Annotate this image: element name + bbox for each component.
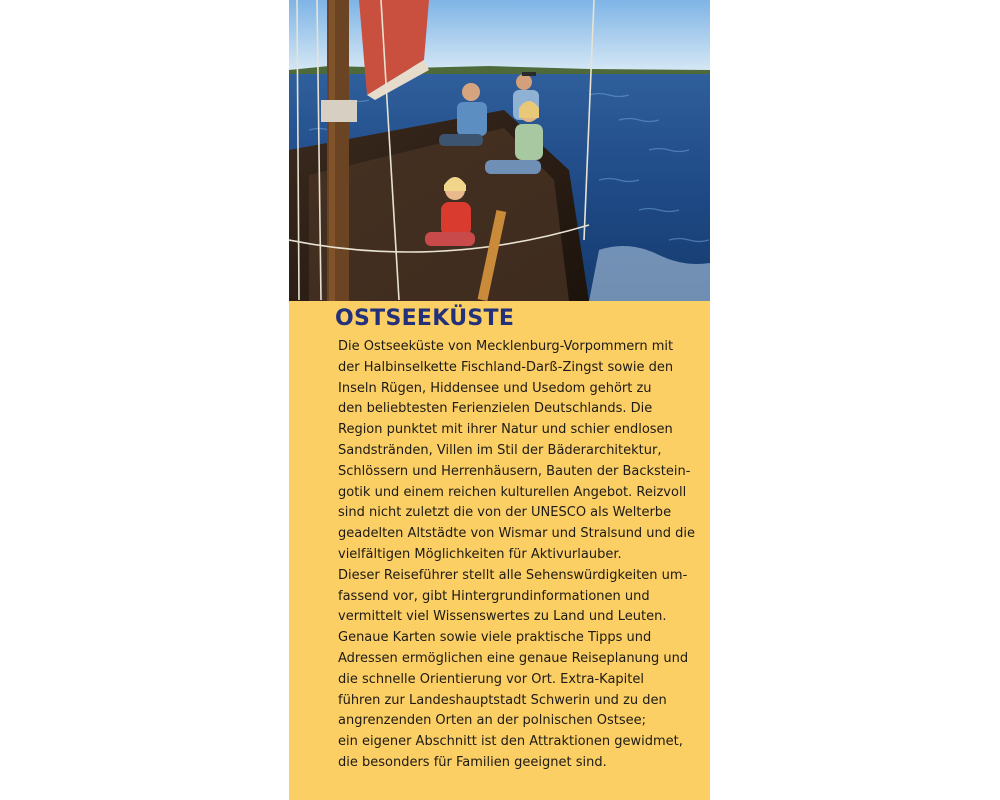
description-line: Sandstränden, Villen im Stil der Bäderarchitektur, bbox=[338, 442, 662, 458]
description-line: vermittelt viel Wissenswertes zu Land und Leuten. bbox=[338, 609, 667, 625]
description-line: Genaue Karten sowie viele praktische Tipps und bbox=[338, 630, 652, 646]
description-line: Dieser Reiseführer stellt alle Sehenswürdigkeiten um- bbox=[338, 567, 688, 583]
description-line: den beliebtesten Ferienzielen Deutschlands. Die bbox=[338, 401, 653, 417]
description-panel bbox=[289, 301, 710, 800]
description-line: gotik und einem reichen kulturellen Angebot. Reizvoll bbox=[338, 484, 687, 500]
cover-description bbox=[338, 337, 704, 774]
description-line: die schnelle Orientierung vor Ort. Extra-Kapitel bbox=[338, 671, 644, 687]
description-line: Schlössern und Herrenhäusern, Bauten der Backstein- bbox=[338, 463, 691, 479]
description-line: Region punktet mit ihrer Natur und schier endlosen bbox=[338, 422, 673, 438]
cover-heading: OSTSEEKÜSTE bbox=[335, 306, 515, 331]
description-line: Inseln Rügen, Hiddensee und Usedom gehört zu bbox=[338, 380, 652, 396]
description-line: fassend vor, gibt Hintergrundinformationen und bbox=[338, 588, 650, 604]
description-line: Adressen ermöglichen eine genaue Reiseplanung und bbox=[338, 650, 689, 666]
description-line: Die Ostseeküste von Mecklenburg-Vorpommern mit bbox=[338, 339, 674, 354]
description-line: sind nicht zuletzt die von der UNESCO als Welterbe bbox=[338, 505, 672, 521]
description-line: vielfältigen Möglichkeiten für Aktivurlauber. bbox=[338, 546, 622, 562]
description-line: der Halbinselkette Fischland-Darß-Zingst sowie den bbox=[338, 359, 674, 375]
sky bbox=[289, 0, 710, 72]
sailing-boat-photo bbox=[289, 0, 710, 301]
book-back-cover bbox=[289, 0, 710, 800]
description-line: die besonders für Familien geeignet sind. bbox=[338, 754, 607, 770]
description-line: geadelten Altstädte von Wismar und Stralsund und die bbox=[338, 526, 696, 542]
description-line: ein eigener Abschnitt ist den Attraktionen gewidmet, bbox=[338, 734, 683, 750]
description-line: führen zur Landeshauptstadt Schwerin und zu den bbox=[338, 692, 667, 708]
description-line: angrenzenden Orten an der polnischen Ostsee; bbox=[338, 713, 646, 729]
